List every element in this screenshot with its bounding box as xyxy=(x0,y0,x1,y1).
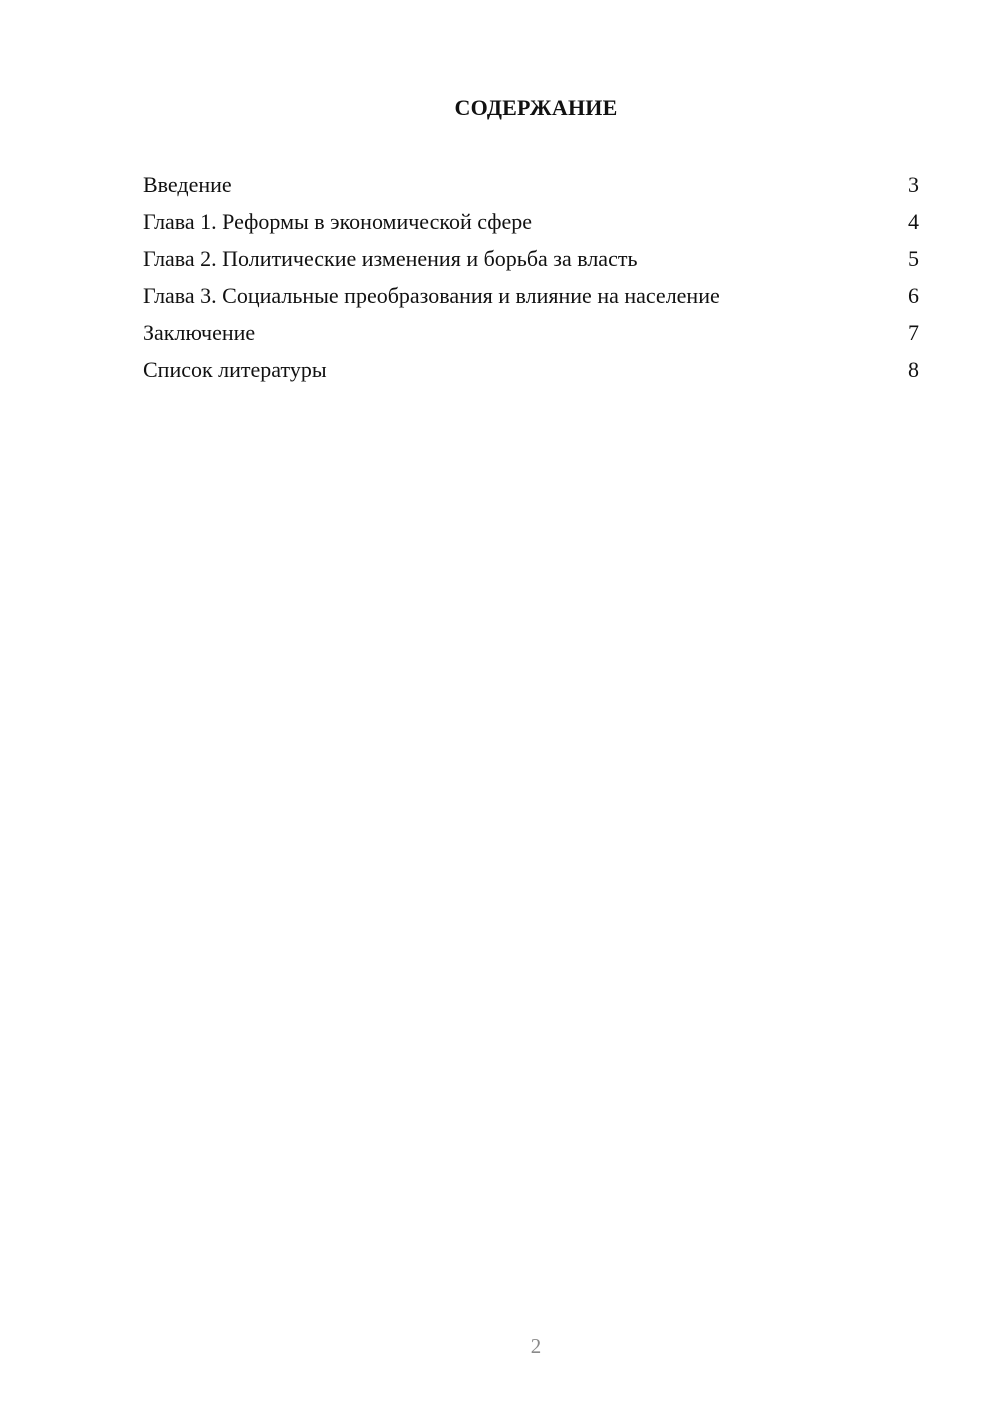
toc-entry-page: 6 xyxy=(908,283,919,308)
toc-entry-chapter-2 xyxy=(143,244,919,281)
toc-title: СОДЕРЖАНИЕ xyxy=(454,95,618,120)
toc-entry-label: Введение xyxy=(143,172,232,197)
toc-entry-conclusion xyxy=(143,318,919,355)
toc-entry-label: Глава 3. Социальные преобразования и влияние на население xyxy=(143,283,720,308)
table-of-contents xyxy=(143,170,919,392)
toc-entry-page: 4 xyxy=(908,209,919,234)
toc-entry-label: Заключение xyxy=(143,320,256,345)
toc-entry-bibliography xyxy=(143,355,919,392)
toc-entry-chapter-1 xyxy=(143,207,919,244)
toc-entry-label: Глава 2. Политические изменения и борьба за власть xyxy=(143,246,638,271)
toc-entry-page: 7 xyxy=(908,320,919,345)
toc-entry-chapter-3 xyxy=(143,281,919,318)
toc-entry-page: 8 xyxy=(908,357,919,382)
toc-entry-page: 5 xyxy=(908,246,919,271)
toc-entry-label: Список литературы xyxy=(143,357,327,382)
toc-entry-page: 3 xyxy=(908,172,919,197)
toc-entry-label: Глава 1. Реформы в экономической сфере xyxy=(143,209,533,234)
toc-entry-introduction xyxy=(143,170,919,207)
page-number: 2 xyxy=(530,1334,542,1358)
